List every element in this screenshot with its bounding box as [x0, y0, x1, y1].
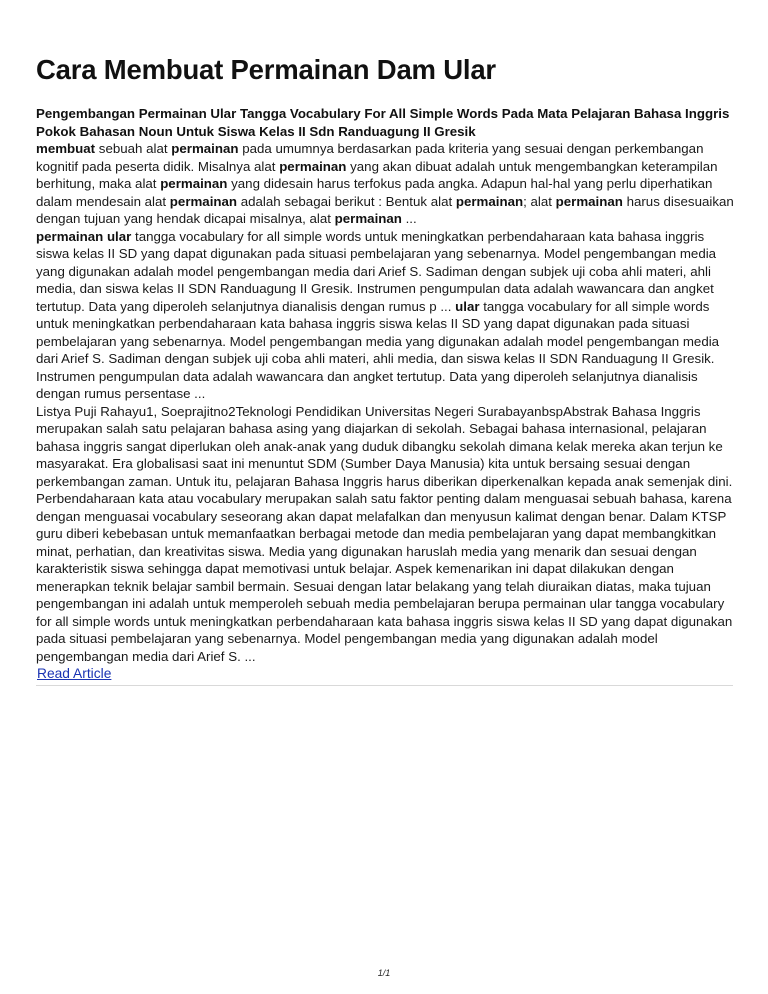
keyword-highlight: permainan	[455, 193, 524, 209]
keyword-highlight: permainan	[171, 141, 239, 156]
text-run: sebuah alat	[95, 141, 172, 156]
article-heading: Pengembangan Permainan Ular Tangga Vocabulary For All Simple Words Pada Mata Pelajaran Bahasa Inggris Pokok Bahasan Noun Untuk Siswa Kelas II Sdn Randuagung II Gresik	[36, 106, 730, 139]
keyword-highlight: permainan	[555, 193, 623, 209]
divider	[36, 685, 733, 686]
keyword-highlight: membuat	[36, 141, 96, 156]
article-snippet-3	[36, 403, 736, 666]
keyword-highlight: permainan	[169, 193, 238, 209]
text-run: yang didesain harus terfokus pada angka. Adapun hal-hal yang perlu diperhatikan dalam mendesain alat	[36, 176, 713, 209]
text-run: ; alat	[523, 193, 556, 209]
keyword-highlight: permainan	[160, 176, 228, 191]
text-run: Listya Puji Rahayu1, Soeprajitno2Teknologi Pendidikan Universitas Negeri SurabayanbspAbstrak Bahasa Inggris merupakan salah satu pelajaran bahasa asing yang diajarkan di sekolah. Sebagai bahasa internasional, pelajaran bahasa inggris sangat diperlukan oleh anak-anak yang duduk dibangku sekolah dimana kelak mereka akan terjun ke masyarakat. Era globalisasi saat ini menuntut SDM (Sumber Daya Manusia) kita untuk bersaing sesuai dengan perkembangan zaman. Untuk itu, pelajaran Bahasa Inggris harus diberikan diperkenalkan kepada anak semenjak dini. Perbendaharaan kata atau vocabulary merupakan salah satu faktor penting dalam menguasai sebuah bahasa, karena dengan menguasai vocabulary seseorang akan dapat melafalkan dan menyusun kalimat dengan benar. Dalam KTSP guru diberi kebebasan untuk memanfaatkan berbagai metode dan media pembelajaran yang dapat membangkitkan minat, perhatian, dan kreativitas siswa. Media yang digunakan haruslah media yang menarik dan sesuai dengan karakteristik siswa sehingga dapat memotivasi untuk belajar. Aspek kemenarikan ini dapat dilakukan dengan menerapkan teknik belajar sambil bermain. Sesuai dengan latar belakang yang telah diuraikan diatas, maka tujuan pengembangan ini adalah untuk memperoleh sebuah media pembelajaran berupa permainan ular tangga vocabulary for all simple words untuk meningkatkan perbendaharaan kata bahasa inggris siswa kelas II SD yang dapat digunakan pada situasi pembelajaran yang sebenarnya. Model pengembangan media yang digunakan adalah model pengembangan media dari Arief S. ...	[36, 403, 733, 664]
text-run: adalah sebagai berikut : Bentuk alat	[237, 193, 456, 209]
article-snippet-2	[36, 228, 736, 403]
text-run: tangga vocabulary for all simple words untuk meningkatkan perbendaharaan kata bahasa inggris siswa kelas II SD yang dapat digunakan pada situasi pembelajaran yang sebenarnya. Model pengembangan media yang digunakan adalah model pengembangan media dari Arief S. Sadiman dengan subjek uji coba ahli materi, ahli media, dan siswa kelas II SDN Randuagung II Gresik. Instrumen pengumpulan data adalah wawancara dan angket tertutup. Data yang diperoleh selanjutnya dianalisis dengan rumus p ...	[36, 228, 717, 314]
page-title: Cara Membuat Permainan Dam Ular	[36, 54, 496, 85]
text-run: tangga vocabulary for all simple words untuk meningkatkan perbendaharaan kata bahasa inggris siswa kelas II SD yang dapat digunakan pada situasi pembelajaran yang sebenarnya. Model pengembangan media yang digunakan adalah model pengembangan media dari Arief S. Sadiman dengan subjek uji coba ahli materi, ahli media, dan siswa kelas II SDN Randuagung II Gresik. Instrumen pengumpulan data adalah wawancara dan angket tertutup. Data yang diperoleh selanjutnya dianalisis dengan rumus persentase ...	[36, 298, 720, 401]
document-page	[36, 52, 736, 686]
keyword-highlight: ular	[455, 298, 480, 314]
text-run: ...	[401, 211, 417, 226]
text-run: yang akan dibuat adalah untuk mengembangkan keterampilan berhitung, maka alat	[36, 158, 718, 191]
text-run: pada umumnya berdasarkan pada kriteria yang sesuai dengan perkembangan kognitif pada peserta didik. Misalnya alat	[36, 141, 704, 174]
text-run: harus disesuaikan dengan tujuan yang hendak dicapai misalnya, alat	[36, 193, 734, 226]
keyword-highlight: permainan	[334, 211, 402, 226]
keyword-highlight: permainan	[279, 158, 347, 174]
keyword-highlight: permainan ular	[36, 228, 132, 244]
page-number: 1/1	[377, 968, 391, 978]
read-article-link[interactable]: Read Article	[37, 666, 112, 681]
article-snippet-1	[36, 140, 736, 228]
